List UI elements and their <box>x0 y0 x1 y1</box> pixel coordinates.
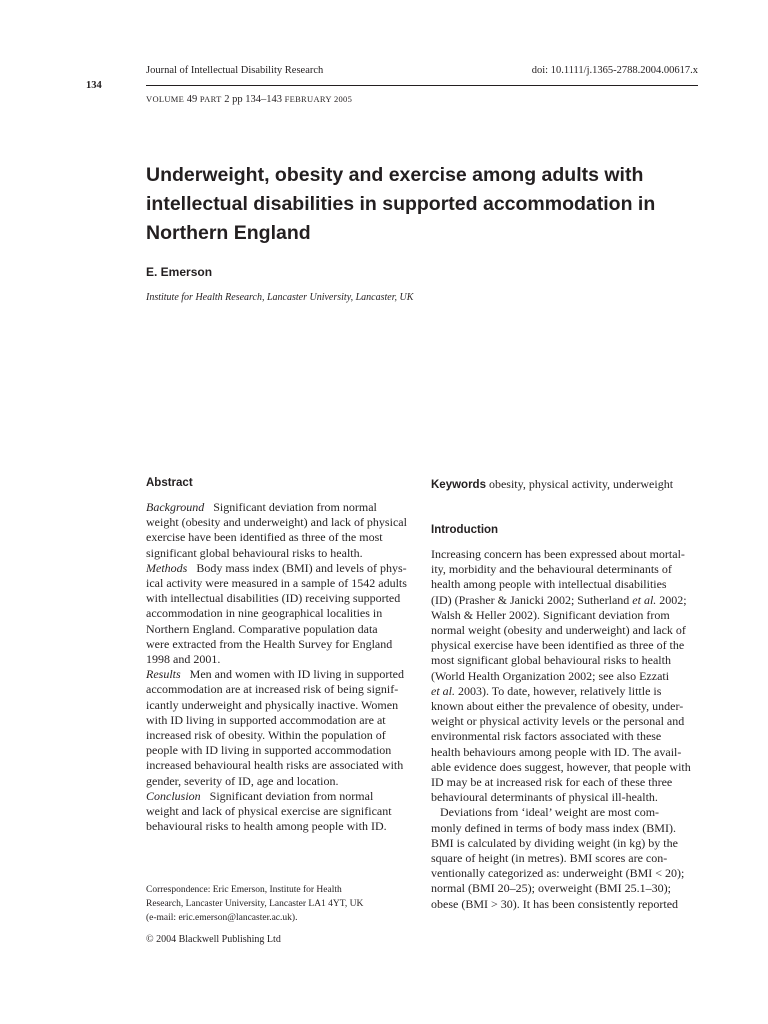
introduction-line <box>431 760 703 775</box>
text-run: exercise have been identified as three of the most <box>146 530 383 545</box>
text-run: ventionally categorized as: underweight (BMI < 20); <box>431 866 685 881</box>
keywords-text: obesity, physical activity, underweight <box>485 477 674 491</box>
text-run: (ID) (Prasher & Janicki 2002; Sutherland <box>431 592 633 607</box>
abstract-body <box>146 500 416 834</box>
text-run: Increasing concern has been expressed about mortal- <box>431 547 685 561</box>
keywords <box>431 477 673 492</box>
abstract-line <box>146 591 416 606</box>
abstract-line <box>146 515 416 530</box>
text-run: people with ID living in supported accommodation <box>146 743 392 758</box>
italic-text: Conclusion <box>146 788 201 803</box>
introduction-heading: Introduction <box>431 524 499 536</box>
introduction-line <box>431 714 703 729</box>
introduction-line <box>431 790 703 805</box>
abstract-line <box>146 713 416 728</box>
text-run: Northern England. Comparative population data <box>146 621 378 636</box>
italic-text: et al. <box>431 683 455 698</box>
text-run: weight and lack of physical exercise are significant <box>146 804 392 819</box>
correspondence-line: Research, Lancaster University, Lancaster LA1 4YT, UK <box>146 899 364 909</box>
text-run: behavioural determinants of physical ill-health. <box>431 790 658 805</box>
abstract-line <box>146 698 416 713</box>
introduction-line <box>431 562 703 577</box>
text-run: icantly underweight and physically inactive. Women <box>146 697 399 712</box>
title-line: intellectual disabilities in supported accommodation in <box>146 193 656 215</box>
text-run: monly defined in terms of body mass index (BMI). <box>431 820 676 835</box>
correspondence-line: (e-mail: eric.emerson@lancaster.ac.uk). <box>146 913 298 923</box>
introduction-line <box>431 851 703 866</box>
abstract-line <box>146 652 416 667</box>
italic-text: et al. <box>632 592 657 607</box>
text-run: ical activity were measured in a sample of 1542 adults <box>146 576 407 591</box>
text-run: 1998 and 2001. <box>146 652 221 667</box>
text-run: gender, severity of ID, age and location. <box>146 773 339 788</box>
text-run: Significant deviation from normal <box>204 500 377 514</box>
text-run: ity, morbidity and the behavioural determinants of <box>431 562 672 577</box>
abstract-line <box>146 819 416 834</box>
abstract-line <box>146 758 416 773</box>
introduction-line <box>431 623 703 638</box>
text-run: significant global behavioural risks to health. <box>146 545 363 560</box>
text-run: 2002; <box>656 592 687 607</box>
introduction-line <box>431 593 703 608</box>
text-run: 2003). To date, however, relatively little is <box>455 683 662 698</box>
introduction-line <box>431 653 703 668</box>
introduction-line <box>431 821 703 836</box>
abstract-line <box>146 667 416 682</box>
introduction-line <box>431 729 703 744</box>
introduction-line <box>431 669 703 684</box>
title-line: Underweight, obesity and exercise among adults with <box>146 164 644 186</box>
text-run: increased risk of obesity. Within the population of <box>146 728 386 743</box>
article-title <box>146 161 706 248</box>
abstract-line <box>146 546 416 561</box>
text-run: environmental risk factors associated with these <box>431 729 662 744</box>
introduction-line <box>431 866 703 881</box>
abstract-line <box>146 774 416 789</box>
text-run: weight (obesity and underweight) and lack of physical <box>146 515 407 530</box>
introduction-line <box>431 608 703 623</box>
issue-line <box>146 94 352 105</box>
text-run: accommodation are at increased risk of being signif- <box>146 682 399 697</box>
text-run: Significant deviation from normal <box>200 788 374 803</box>
text-run: Deviations from ‘ideal’ weight are most com- <box>431 805 660 820</box>
volume-number: 49 <box>186 94 198 105</box>
volume-label: VOLUME <box>146 94 185 104</box>
text-run: square of height (in metres). BMI scores are con- <box>431 851 668 866</box>
text-run: Body mass index (BMI) and levels of phys- <box>187 560 407 575</box>
text-run: Men and women with ID living in supported <box>180 667 404 682</box>
abstract-line <box>146 804 416 819</box>
page-range: pp 134–143 <box>232 94 282 105</box>
abstract-line <box>146 561 416 576</box>
text-run: normal weight (obesity and underweight) and lack of <box>431 623 686 638</box>
issue-date: FEBRUARY 2005 <box>284 94 353 104</box>
italic-text: Background <box>146 500 205 514</box>
text-run: weight or physical activity levels or the personal and <box>431 714 685 729</box>
introduction-line <box>431 775 703 790</box>
abstract-line <box>146 728 416 743</box>
part-number: 2 <box>224 94 230 105</box>
abstract-line <box>146 789 416 804</box>
introduction-line <box>431 805 703 820</box>
abstract-line <box>146 682 416 697</box>
abstract-line <box>146 606 416 621</box>
introduction-line <box>431 745 703 760</box>
header-rule <box>146 85 698 86</box>
abstract-line <box>146 743 416 758</box>
text-run: were extracted from the Health Survey for England <box>146 636 393 651</box>
doi: doi: 10.1111/j.1365-2788.2004.00617.x <box>531 65 698 76</box>
text-run: increased behavioural health risks are associated with <box>146 758 404 773</box>
text-run: (World Health Organization 2002; see also Ezzati <box>431 668 670 683</box>
title-line: Northern England <box>146 222 311 244</box>
affiliation: Institute for Health Research, Lancaster University, Lancaster, UK <box>146 292 414 303</box>
introduction-line <box>431 684 703 699</box>
text-run: most significant global behavioural risks to health <box>431 653 671 668</box>
abstract-line <box>146 637 416 652</box>
italic-text: Results <box>146 667 181 682</box>
introduction-line <box>431 577 703 592</box>
italic-text: Methods <box>146 560 188 575</box>
introduction-line <box>431 638 703 653</box>
text-run: physical exercise have been identified as three of the <box>431 638 685 653</box>
text-run: with intellectual disabilities (ID) receiving supported <box>146 591 401 606</box>
text-run: BMI is calculated by dividing weight (in kg) by the <box>431 835 678 850</box>
abstract-line <box>146 530 416 545</box>
text-run: health behaviours among people with ID. The avail- <box>431 744 682 759</box>
abstract-line <box>146 576 416 591</box>
text-run: Walsh & Heller 2002). Significant deviation from <box>431 607 670 622</box>
text-run: accommodation in nine geographical localities in <box>146 606 383 621</box>
introduction-line <box>431 699 703 714</box>
journal-name: Journal of Intellectual Disability Research <box>146 65 324 76</box>
part-label: PART <box>199 94 222 104</box>
abstract-heading: Abstract <box>146 477 193 489</box>
text-run: with ID living in supported accommodation are at <box>146 712 386 727</box>
abstract-line <box>146 622 416 637</box>
introduction-line <box>431 547 703 562</box>
text-run: ID may be at increased risk for each of these three <box>431 775 673 790</box>
introduction-line <box>431 897 703 912</box>
text-run: known about either the prevalence of obesity, under- <box>431 699 684 714</box>
keywords-label: Keywords <box>431 479 486 491</box>
text-run: obese (BMI > 30). It has been consistently reported <box>431 896 679 911</box>
author: E. Emerson <box>146 265 213 279</box>
text-run: behavioural risks to health among people with ID. <box>146 819 387 834</box>
introduction-line <box>431 836 703 851</box>
text-run: normal (BMI 20–25); overweight (BMI 25.1–30); <box>431 881 671 896</box>
introduction-body <box>431 547 703 912</box>
text-run: able evidence does suggest, however, that people with <box>431 759 691 774</box>
copyright: © 2004 Blackwell Publishing Ltd <box>146 934 281 945</box>
introduction-line <box>431 881 703 896</box>
correspondence-line: Correspondence: Eric Emerson, Institute for Health <box>146 885 342 895</box>
abstract-line <box>146 500 416 515</box>
correspondence <box>146 883 363 925</box>
page-number: 134 <box>86 80 102 91</box>
text-run: health among people with intellectual disabilities <box>431 577 667 592</box>
